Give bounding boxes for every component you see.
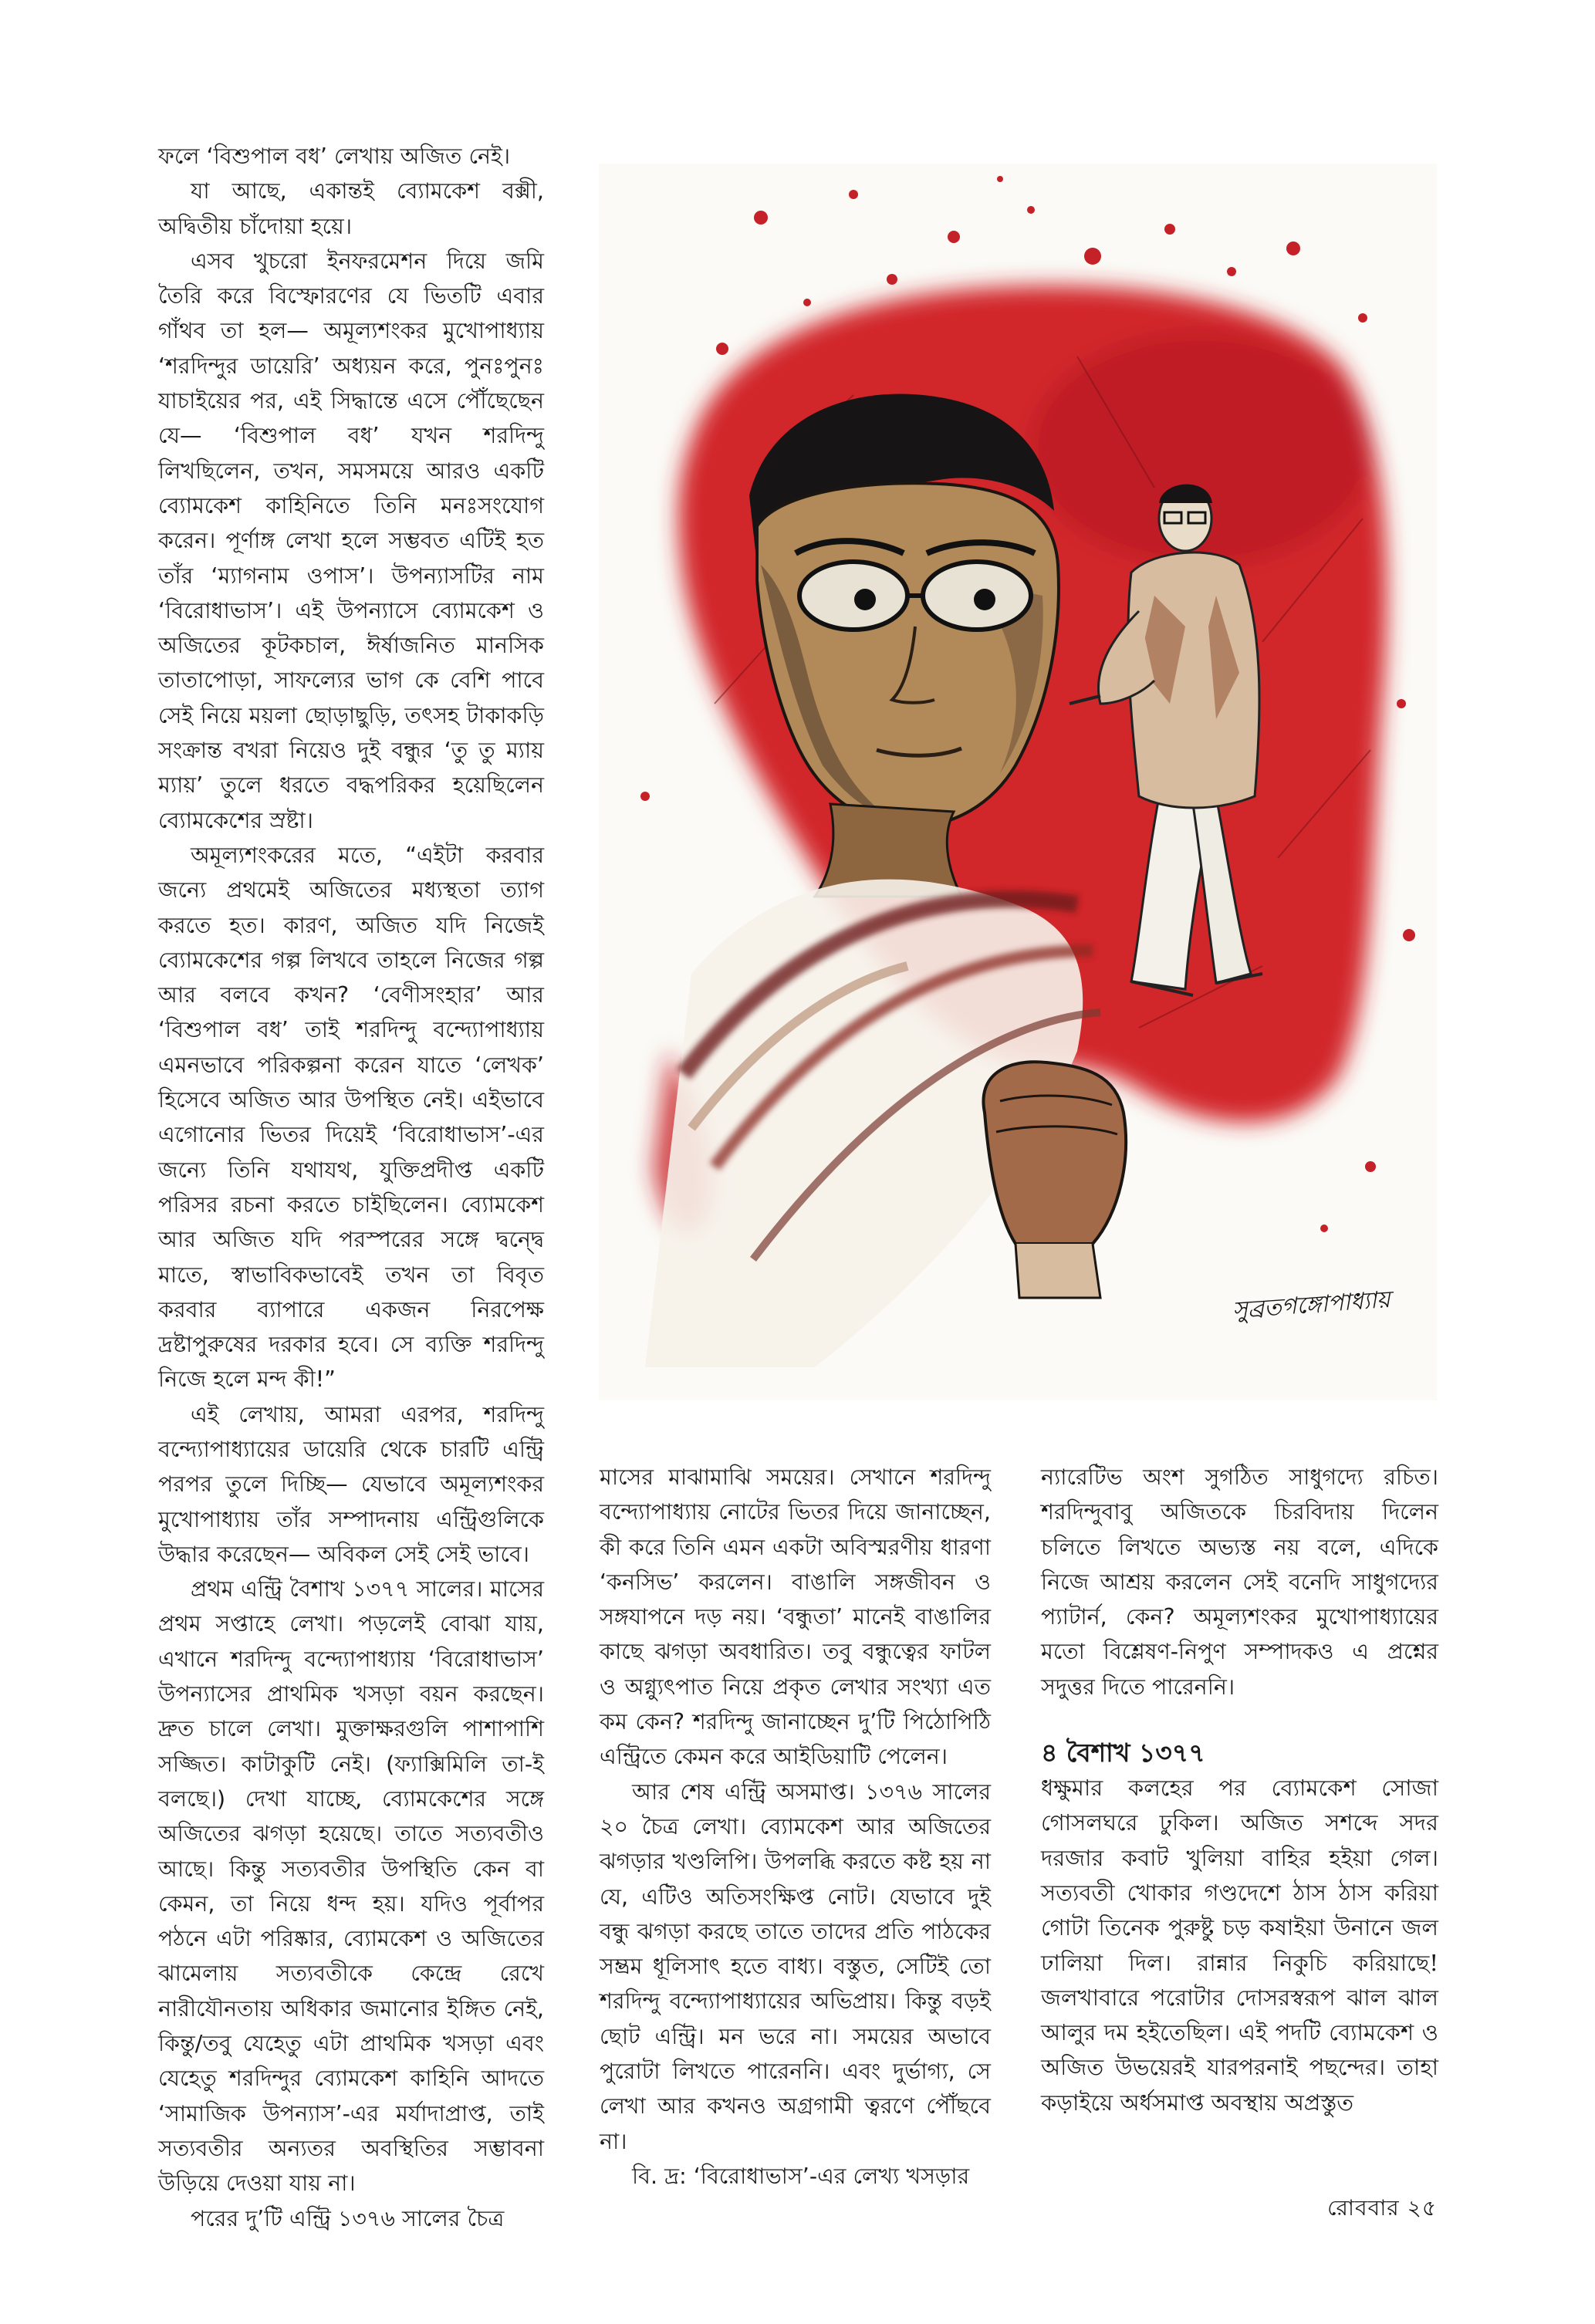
artist-signature: সুব্রতগঙ্গোপাধ্যায় xyxy=(1232,1285,1391,1325)
page-footer: রোববার ২৫ xyxy=(1327,2195,1437,2221)
paragraph: অমূল্যশংকরের মতে, “এইটা করবার জন্যে প্রথমেই অজিতের মধ্যস্থতা ত্যাগ করতে হত। কারণ, অজিত যদি নিজেই ব্যোমকেশের গল্প লিখবে তাহলে নিজের গল্প আর বলবে কখন? ‘বেণীসংহার’ আর ‘বিশুপাল বধ’ তাই শরদিন্দু বন্দ্যোপাধ্যায় এমনভাবে পরিকল্পনা করেন যাতে ‘লেখক’ হিসেবে অজিত আর উপস্থিত নেই। এইভাবে এগোনোর ভিতর দিয়েই ‘বিরোধাভাস’-এর জন্যে তিনি যথাযথ, যুক্তিপ্রদীপ্ত একটি পরিসর রচনা করতে চাইছিলেন। ব্যোমকেশ আর অজিত যদি পরস্পরের সঙ্গে দ্বন্দ্বে মাতে, স্বাভাবিকভাবেই তখন তা বিবৃত করবার ব্যাপারে একজন নিরপেক্ষ দ্রষ্টাপুরুষের দরকার হবে। সে ব্যক্তি শরদিন্দু নিজে হলে মন্দ কী!” xyxy=(158,842,544,1393)
article-column-left xyxy=(158,139,544,2236)
paragraph: ন্যারেটিভ অংশ সুগঠিত সাধুগদ্যে রচিত। শরদিন্দুবাবু অজিতকে চিরবিদায় দিলেন চলিতে লিখতে অভ্যস্ত নয় বলে, এদিকে নিজে আশ্রয় করলেন সেই বনেদি সাধুগদ্যের প্যাটার্ন, কেন? অমূল্যশংকর মুখোপাধ্যায়ের মতো বিশ্লেষণ-নিপুণ সম্পাদকও এ প্রশ্নের সদুত্তর দিতে পারেননি। xyxy=(1041,1464,1438,1700)
paragraph: পরের দু’টি এন্ট্রি ১৩৭৬ সালের চৈত্র xyxy=(191,2205,505,2231)
article-column-middle xyxy=(600,1460,991,2194)
paragraph: এই লেখায়, আমরা এরপর, শরদিন্দু বন্দ্যোপাধ্যায়ের ডায়েরি থেকে চারটি এন্ট্রি পরপর তুলে দিচ্ছি— যেভাবে অমূল্যশংকর মুখোপাধ্যায় তাঁর সম্পাদনায় এন্ট্রিগুলিকে উদ্ধার করেছেন— অবিকল সেই সেই ভাবে। xyxy=(158,1401,544,1567)
paragraph: যা আছে, একান্তই ব্যোমকেশ বক্সী, অদ্বিতীয় চাঁদোয়া হয়ে। xyxy=(158,178,544,239)
paragraph: ফলে ‘বিশুপাল বধ’ লেখায় অজিত নেই। xyxy=(158,144,511,169)
paragraph: মাসের মাঝামাঝি সময়ের। সেখানে শরদিন্দু বন্দ্যোপাধ্যায় নোটের ভিতর দিয়ে জানাচ্ছেন, কী করে তিনি এমন একটা অবিস্মরণীয় ধারণা ‘কনসিভ’ করলেন। বাঙালি সঙ্গজীবন ও সঙ্গযাপনে দড় নয়। ‘বন্ধুতা’ মানেই বাঙালির কাছে ঝগড়া অবধারিত। তবু বন্ধুত্বের ফাটল ও অগ্ন্যুৎপাত নিয়ে প্রকৃত লেখার সংখ্যা এত কম কেন? শরদিন্দু জানাচ্ছেন দু’টি পিঠোপিঠি এন্ট্রিতে কেমন করে আইডিয়াটি পেলেন। xyxy=(600,1464,991,1770)
fist xyxy=(983,1062,1126,1298)
diary-entry xyxy=(1041,1771,1438,2120)
illustration-byomkesh-ajit xyxy=(599,164,1437,1400)
diary-entry-heading: ৪ বৈশাখ ১৩৭৭ xyxy=(1041,1738,1205,1768)
paragraph: প্রথম এন্ট্রি বৈশাখ ১৩৭৭ সালের। মাসের প্রথম সপ্তাহে লেখা। পড়লেই বোঝা যায়, এখানে শরদিন্দু বন্দ্যোপাধ্যায় ‘বিরোধাভাস’ উপন্যাসের প্রাথমিক খসড়া বয়ন করছেন। দ্রুত চালে লেখা। মুক্তাক্ষরগুলি পাশাপাশি সজ্জিত। কাটাকুটি নেই। (ফ্যাক্সিমিলি তা-ই বলছে।) দেখা যাচ্ছে, ব্যোমকেশের সঙ্গে অজিতের ঝগড়া হয়েছে। তাতে সত্যবতীও আছে। কিন্তু সত্যবতীর উপস্থিতি কেন বা কেমন, তা নিয়ে ধন্দ হয়। যদিও পূর্বাপর পঠনে এটা পরিষ্কার, ব্যোমকেশ ও অজিতের ঝামেলায় সত্যবতীকে কেন্দ্রে রেখে নারীযৌনতায় অধিকার জমানোর ইঙ্গিত নেই, কিন্তু/তবু যেহেতু এটা প্রাথমিক খসড়া এবং যেহেতু শরদিন্দুর ব্যোমকেশ কাহিনি আদতে ‘সামাজিক উপন্যাস’-এর মর্যাদাপ্রাপ্ত, তাই সত্যবতীর অন্যতর অবস্থিতির সম্ভাবনা উড়িয়ে দেওয়া যায় না। xyxy=(158,1576,544,2197)
article-column-right xyxy=(1041,1460,1438,2120)
diary-entry-text: ধক্ষুমার কলহের পর ব্যোমকেশ সোজা গোসলঘরে ঢুকিল। অজিত সশব্দে সদর দরজার কবাট খুলিয়া বাহির হইয়া গেল। সত্যবতী খোকার গণ্ডদেশে ঠাস ঠাস করিয়া গোটা তিনেক পুরুষ্টু চড় কষাইয়া উনানে জল ঢালিয়া দিল। রান্নার নিকুচি করিয়াছে! জলখাবারে পরোটার দোসরস্বরূপ ঝাল ঝাল আলুর দম হইতেছিল। এই পদটি ব্যোমকেশ ও অজিত উভয়েরই যারপরনাই পছন্দের। তাহা কড়াইয়ে অর্ধসমাপ্ত অবস্থায় অপ্রস্তুত xyxy=(1041,1775,1438,2116)
paragraph: বি. দ্র: ‘বিরোধাভাস’-এর লেখ্য খসড়ার xyxy=(632,2163,970,2189)
watercolor-artwork xyxy=(599,164,1437,1400)
paragraph: এসব খুচরো ইনফরমেশন দিয়ে জমি তৈরি করে বিস্ফোরণের যে ভিতটি এবার গাঁথব তা হল— অমূল্যশংকর মুখোপাধ্যায় ‘শরদিন্দুর ডায়েরি’ অধ্যয়ন করে, পুনঃপুনঃ যাচাইয়ের পর, এই সিদ্ধান্তে এসে পৌঁছেছেন যে— ‘বিশুপাল বধ’ যখন শরদিন্দু লিখছিলেন, তখন, সমসময়ে আরও একটি ব্যোমকেশ কাহিনিতে তিনি মনঃসংযোগ করেন। পূর্ণাঙ্গ লেখা হলে সম্ভবত এটিই হত তাঁর ‘ম্যাগনাম ওপাস’। উপন্যাসটির নাম ‘বিরোধাভাস’। এই উপন্যাসে ব্যোমকেশ ও অজিতের কূটকচাল, ঈর্ষাজনিত মানসিক তাতাপোড়া, সাফল্যের ভাগ কে বেশি পাবে সেই নিয়ে ময়লা ছোড়াছুড়ি, তৎসহ টাকাকড়ি সংক্রান্ত বখরা নিয়েও দুই বন্ধুর ‘তু তু ম্যায় ম্যায়’ তুলে ধরতে বদ্ধপরিকর হয়েছিলেন ব্যোমকেশের স্রষ্টা। xyxy=(158,248,544,833)
paragraph: আর শেষ এন্ট্রি অসমাপ্ত। ১৩৭৬ সালের ২০ চৈত্র লেখা। ব্যোমকেশ আর অজিতের ঝগড়ার খণ্ডলিপি। উপলব্ধি করতে কষ্ট হয় না যে, এটিও অতিসংক্ষিপ্ত নোট। যেভাবে দুই বন্ধু ঝগড়া করছে তাতে তাদের প্রতি পাঠকের সম্ভ্রম ধূলিসাৎ হতে বাধ্য। বস্তুত, সেটিই তো শরদিন্দু বন্দ্যোপাধ্যায়ের অভিপ্রায়। কিন্তু বড়ই ছোট এন্ট্রি। মন ভরে না। সময়ের অভাবে পুরোটা লিখতে পারেননি। এবং দুর্ভাগ্য, সে লেখা আর কখনও অগ্রগামী ত্বরণে পৌঁছবে না। xyxy=(600,1778,991,2154)
